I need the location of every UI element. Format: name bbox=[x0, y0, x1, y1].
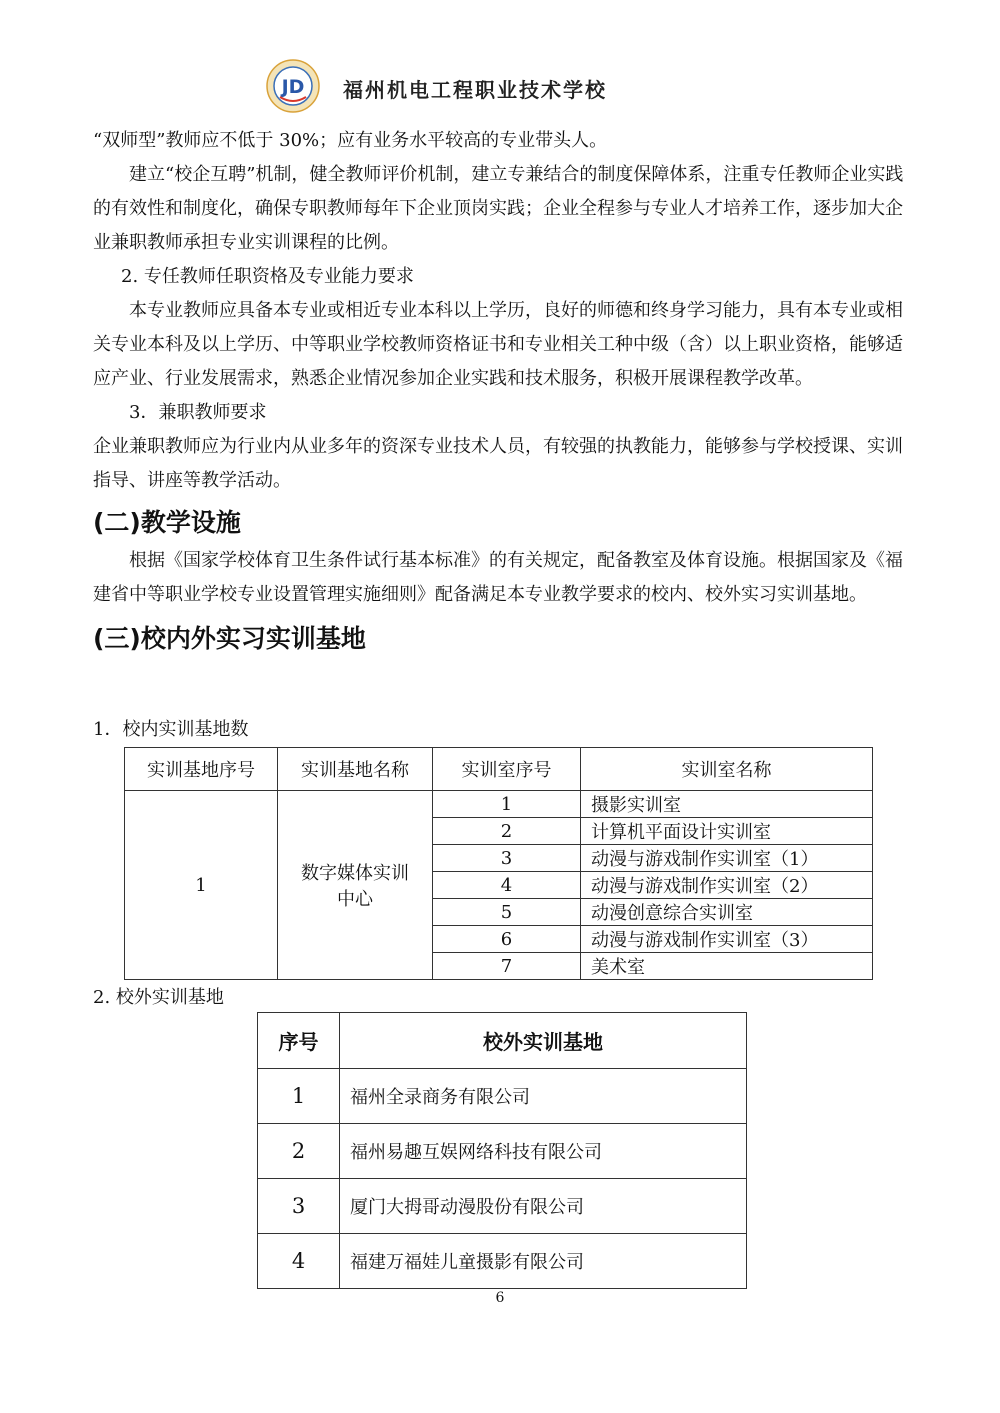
cell-room-name: 摄影实训室 bbox=[581, 791, 873, 818]
table-row bbox=[258, 1234, 747, 1289]
table-row bbox=[125, 791, 873, 818]
table-row bbox=[258, 1124, 747, 1179]
svg-text:JD: JD bbox=[281, 76, 305, 98]
cell-base-name bbox=[278, 791, 433, 980]
cell-company: 福州全录商务有限公司 bbox=[340, 1069, 747, 1124]
internal-bases-table bbox=[124, 747, 873, 980]
col-header-base-no: 实训基地序号 bbox=[125, 748, 278, 791]
cell-room-no: 3 bbox=[433, 845, 581, 872]
base-name-line2: 中心 bbox=[337, 889, 373, 910]
col-header-no: 序号 bbox=[258, 1013, 340, 1069]
page-header bbox=[0, 55, 1000, 135]
table-row bbox=[258, 1179, 747, 1234]
label-external-bases: 2. 校外实训基地 bbox=[93, 987, 224, 1008]
subheading-part-time-teachers: 3．兼职教师要求 bbox=[129, 402, 267, 423]
heading-training-bases: (三)校内外实习实训基地 bbox=[93, 624, 366, 653]
school-name: 福州机电工程职业技术学校 bbox=[343, 78, 607, 102]
paragraph-teacher-qualifications: 本专业教师应具备本专业或相近专业本科以上学历，良好的师德和终身学习能力，具有本专业或相关专业本科及以上学历、中等职业学校教师资格证书和专业相关工种中级（含）以上职业资格，能够适应产业、行业发展需求，熟悉企业情况参加企业实践和技术服务，积极开展课程教学改革。 bbox=[93, 300, 903, 389]
cell-room-no: 2 bbox=[433, 818, 581, 845]
paragraph-double-qualified: “双师型”教师应不低于 30%；应有业务水平较高的专业带头人。 bbox=[93, 130, 608, 151]
cell-room-no: 5 bbox=[433, 899, 581, 926]
cell-room-name: 动漫与游戏制作实训室（1） bbox=[581, 845, 873, 872]
subheading-full-time-teachers: 2. 专任教师任职资格及专业能力要求 bbox=[121, 266, 414, 287]
col-header-external-base: 校外实训基地 bbox=[340, 1013, 747, 1069]
cell-room-name: 动漫与游戏制作实训室（2） bbox=[581, 872, 873, 899]
col-header-room-name: 实训室名称 bbox=[581, 748, 873, 791]
table-header-row bbox=[258, 1013, 747, 1069]
cell-company: 福建万福娃儿童摄影有限公司 bbox=[340, 1234, 747, 1289]
cell-room-no: 1 bbox=[433, 791, 581, 818]
label-internal-bases: 1．校内实训基地数 bbox=[93, 719, 249, 740]
cell-company: 福州易趣互娱网络科技有限公司 bbox=[340, 1124, 747, 1179]
col-header-base-name: 实训基地名称 bbox=[278, 748, 433, 791]
base-name-line1: 数字媒体实训 bbox=[301, 863, 409, 884]
cell-room-no: 7 bbox=[433, 953, 581, 980]
cell-room-name: 动漫创意综合实训室 bbox=[581, 899, 873, 926]
cell-company: 厦门大拇哥动漫股份有限公司 bbox=[340, 1179, 747, 1234]
table-row bbox=[258, 1069, 747, 1124]
paragraph-facilities: 根据《国家学校体育卫生条件试行基本标准》的有关规定，配备教室及体育设施。根据国家及《福建省中等职业学校专业设置管理实施细则》配备满足本专业教学要求的校内、校外实习实训基地。 bbox=[93, 550, 903, 605]
cell-base-no: 1 bbox=[125, 791, 278, 980]
main-content bbox=[93, 124, 913, 654]
cell-room-name: 动漫与游戏制作实训室（3） bbox=[581, 926, 873, 953]
cell-no: 4 bbox=[258, 1234, 340, 1289]
cell-no: 2 bbox=[258, 1124, 340, 1179]
col-header-room-no: 实训室序号 bbox=[433, 748, 581, 791]
cell-room-no: 4 bbox=[433, 872, 581, 899]
paragraph-part-time-requirements: 企业兼职教师应为行业内从业多年的资深专业技术人员，有较强的执教能力，能够参与学校授课、实训指导、讲座等教学活动。 bbox=[93, 436, 903, 491]
cell-room-name: 计算机平面设计实训室 bbox=[581, 818, 873, 845]
school-logo-icon bbox=[266, 59, 320, 113]
page-number: 6 bbox=[495, 1290, 505, 1306]
table-header-row bbox=[125, 748, 873, 791]
cell-no: 1 bbox=[258, 1069, 340, 1124]
cell-room-no: 6 bbox=[433, 926, 581, 953]
cell-room-name: 美术室 bbox=[581, 953, 873, 980]
cell-no: 3 bbox=[258, 1179, 340, 1234]
heading-facilities: (二)教学设施 bbox=[93, 508, 241, 537]
paragraph-mutual-hiring: 建立“校企互聘”机制，健全教师评价机制，建立专兼结合的制度保障体系，注重专任教师企业实践的有效性和制度化，确保专职教师每年下企业顶岗实践；企业全程参与专业人才培养工作，逐步加大企业兼职教师承担专业实训课程的比例。 bbox=[93, 164, 904, 253]
external-bases-table bbox=[257, 1012, 747, 1289]
